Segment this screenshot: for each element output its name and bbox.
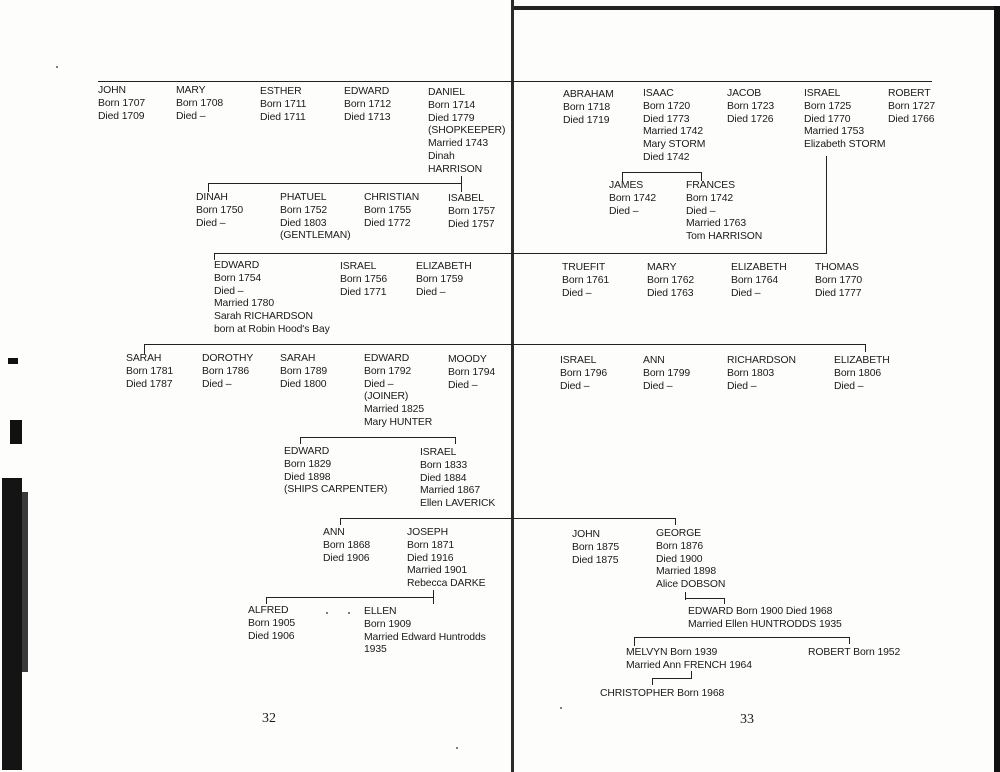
person-phatuel-1752 bbox=[280, 192, 350, 243]
person-detail-line: Born 1796 bbox=[560, 367, 608, 379]
connector bbox=[214, 253, 215, 260]
person-detail-line: Died – bbox=[686, 205, 716, 217]
person-detail-line: Died 1906 bbox=[248, 630, 295, 642]
person-dinah-1750 bbox=[196, 192, 243, 230]
person-detail-line: Died 1766 bbox=[888, 113, 935, 125]
person-detail-line: Died 1803 bbox=[280, 217, 327, 229]
scan-edge-right bbox=[994, 6, 1000, 772]
person-name: JOSEPH bbox=[407, 527, 448, 538]
person-elizabeth-1759 bbox=[416, 261, 472, 299]
person-detail-line: Born 1803 bbox=[727, 367, 775, 379]
person-name: DINAH bbox=[196, 192, 228, 203]
person-detail-line: Died – bbox=[727, 380, 757, 392]
person-name: JOHN bbox=[572, 529, 600, 540]
person-detail-line: Married Ellen HUNTRODDS 1935 bbox=[688, 618, 842, 630]
person-name: ISRAEL bbox=[340, 261, 377, 272]
connector bbox=[461, 176, 462, 192]
person-edward-1754 bbox=[214, 260, 330, 337]
scan-smudge bbox=[8, 358, 18, 364]
person-detail-line: Died 1772 bbox=[364, 217, 411, 229]
person-sarah-1781 bbox=[126, 353, 173, 391]
person-detail-line: Married Ann FRENCH 1964 bbox=[626, 659, 752, 671]
connector bbox=[340, 518, 341, 525]
person-name: ISRAEL bbox=[560, 355, 597, 366]
israel-1833-children-line bbox=[340, 518, 676, 519]
person-detail-line: Married 1901 bbox=[407, 565, 468, 577]
scan-speck bbox=[326, 612, 328, 614]
person-frances-1742 bbox=[686, 180, 762, 244]
person-detail-line: Died 1757 bbox=[448, 218, 495, 230]
person-esther-1711 bbox=[260, 86, 306, 124]
person-detail-line: Married 1743 bbox=[428, 138, 489, 150]
person-detail-line: Died – bbox=[202, 378, 232, 390]
person-name: MOODY bbox=[448, 354, 487, 365]
person-detail-line: Born 1909 bbox=[364, 618, 412, 630]
melvyn-children-line bbox=[652, 678, 692, 679]
person-detail-line: Born 1786 bbox=[202, 365, 250, 377]
person-detail-line: Born 1875 bbox=[572, 541, 620, 553]
person-truefit-1761 bbox=[562, 262, 609, 300]
person-detail-line: Born 1742 bbox=[609, 192, 657, 204]
person-detail-line: Born 1714 bbox=[428, 99, 476, 111]
person-detail-line: Mary HUNTER bbox=[364, 416, 433, 428]
person-detail-line: Born 1868 bbox=[323, 539, 371, 551]
person-israel-1796 bbox=[560, 355, 607, 393]
person-name: GEORGE bbox=[656, 528, 702, 539]
person-detail-line: Dinah bbox=[428, 150, 455, 162]
person-daniel-1714 bbox=[428, 87, 505, 177]
person-ellen-1909 bbox=[364, 606, 486, 657]
person-george-1876 bbox=[656, 528, 725, 592]
person-detail-line: Born 1720 bbox=[643, 100, 691, 112]
person-name: EDWARD bbox=[284, 446, 330, 457]
person-detail-line: Born 1718 bbox=[563, 101, 611, 113]
person-detail-line: Ellen LAVERICK bbox=[420, 498, 496, 510]
person-ann-1799 bbox=[643, 355, 690, 393]
person-detail-line: Died 1779 bbox=[428, 112, 475, 124]
person-israel-1725 bbox=[804, 88, 885, 152]
person-name: ISABEL bbox=[448, 193, 484, 204]
edward-1792-children-line bbox=[300, 437, 456, 438]
connector bbox=[865, 344, 866, 352]
person-name: PHATUEL bbox=[280, 192, 327, 203]
scan-smudge bbox=[22, 492, 28, 672]
person-detail-line: Died – bbox=[562, 287, 592, 299]
person-detail-line: Born 1754 bbox=[214, 272, 262, 284]
person-name: MARY bbox=[176, 85, 206, 96]
person-dorothy-1786 bbox=[202, 353, 253, 391]
person-sarah-1789 bbox=[280, 353, 327, 391]
person-abraham-1718 bbox=[563, 89, 614, 127]
person-name: JOHN bbox=[98, 85, 126, 96]
person-name: EDWARD bbox=[344, 86, 390, 97]
person-detail-line: Died – bbox=[731, 287, 761, 299]
person-detail-line: Married 1753 bbox=[804, 126, 865, 138]
person-detail-line: Died 1916 bbox=[407, 552, 454, 564]
person-name: ISAAC bbox=[643, 88, 674, 99]
person-mary-1708 bbox=[176, 85, 223, 123]
joseph-children-line bbox=[266, 597, 434, 598]
person-name: EDWARD bbox=[214, 260, 260, 271]
connector bbox=[208, 183, 209, 192]
person-name: ABRAHAM bbox=[563, 89, 614, 100]
person-edward-1792 bbox=[364, 353, 432, 430]
person-name: THOMAS bbox=[815, 262, 859, 273]
edward-1754-children-line bbox=[144, 344, 866, 345]
scan-speck bbox=[560, 707, 562, 709]
person-moody-1794 bbox=[448, 354, 495, 392]
person-thomas-1770 bbox=[815, 262, 862, 300]
person-detail-line: HARRISON bbox=[428, 163, 483, 175]
person-detail-line: Born 1708 bbox=[176, 97, 224, 109]
person-detail-line: Born 1759 bbox=[416, 273, 464, 285]
person-name: EDWARD Born 1900 Died 1968 bbox=[688, 606, 833, 617]
scan-speck bbox=[56, 66, 58, 68]
person-israel-1833 bbox=[420, 447, 495, 511]
person-detail-line: Married 1825 bbox=[364, 404, 425, 416]
person-robert-1727 bbox=[888, 88, 935, 126]
person-mary-1762 bbox=[647, 262, 694, 300]
person-detail-line: Born 1905 bbox=[248, 617, 296, 629]
person-detail-line: Died 1711 bbox=[260, 111, 306, 123]
connector bbox=[675, 518, 676, 525]
connector bbox=[652, 678, 653, 685]
person-detail-line: born at Robin Hood's Bay bbox=[214, 323, 330, 335]
person-name: FRANCES bbox=[686, 180, 735, 191]
daniel-children-line bbox=[208, 183, 462, 184]
person-richardson-1803 bbox=[727, 355, 796, 393]
person-name: DANIEL bbox=[428, 87, 465, 98]
person-detail-line: Died – bbox=[416, 286, 446, 298]
person-name: TRUEFIT bbox=[562, 262, 606, 273]
person-detail-line: Died 1777 bbox=[815, 287, 862, 299]
person-detail-line: Died 1713 bbox=[344, 111, 391, 123]
person-name: RICHARDSON bbox=[727, 355, 796, 366]
person-detail-line: Born 1806 bbox=[834, 367, 882, 379]
person-elizabeth-1764 bbox=[731, 262, 787, 300]
person-detail-line: Died 1719 bbox=[563, 114, 610, 126]
person-detail-line: Born 1871 bbox=[407, 539, 455, 551]
person-name: JAMES bbox=[609, 180, 644, 191]
person-detail-line: Born 1755 bbox=[364, 204, 412, 216]
person-detail-line: Died 1726 bbox=[727, 113, 774, 125]
person-name: ISRAEL bbox=[804, 88, 841, 99]
person-christopher-1968 bbox=[600, 688, 724, 701]
person-jacob-1723 bbox=[727, 88, 774, 126]
person-detail-line: Died – bbox=[609, 205, 639, 217]
person-detail-line: Died 1875 bbox=[572, 554, 619, 566]
person-detail-line: Born 1727 bbox=[888, 100, 936, 112]
person-detail-line: Born 1757 bbox=[448, 205, 496, 217]
person-name: JACOB bbox=[727, 88, 762, 99]
person-name: ROBERT Born 1952 bbox=[808, 647, 901, 658]
connector bbox=[266, 597, 267, 604]
person-detail-line: Born 1756 bbox=[340, 273, 388, 285]
isaac-children-line bbox=[622, 172, 702, 173]
page-number-left: 32 bbox=[262, 711, 276, 726]
person-elizabeth-1806 bbox=[834, 355, 890, 393]
connector bbox=[455, 437, 456, 444]
person-detail-line: Alice DOBSON bbox=[656, 579, 726, 591]
person-detail-line: 1935 bbox=[364, 644, 387, 656]
person-detail-line: Died 1787 bbox=[126, 378, 173, 390]
person-detail-line: Born 1742 bbox=[686, 192, 734, 204]
edward-1900-children-line bbox=[634, 637, 850, 638]
person-detail-line: Died 1900 bbox=[656, 553, 703, 565]
person-detail-line: Died 1763 bbox=[647, 287, 694, 299]
person-detail-line: Died – bbox=[643, 380, 673, 392]
person-christian-1755 bbox=[364, 192, 419, 230]
page-number-right: 33 bbox=[740, 712, 754, 727]
person-name: ELLEN bbox=[364, 606, 397, 617]
person-detail-line: Died – bbox=[560, 380, 590, 392]
connector bbox=[724, 598, 725, 604]
person-james-1742 bbox=[609, 180, 656, 218]
person-edward-1829 bbox=[284, 446, 387, 497]
person-detail-line: Born 1711 bbox=[260, 98, 307, 110]
person-name: EDWARD bbox=[364, 353, 410, 364]
person-detail-line: Born 1829 bbox=[284, 458, 332, 470]
person-detail-line: Born 1752 bbox=[280, 204, 328, 216]
person-detail-line: Died – bbox=[364, 378, 394, 390]
person-detail-line: (GENTLEMAN) bbox=[280, 230, 351, 242]
person-alfred-1905 bbox=[248, 605, 295, 643]
person-detail-line: Sarah RICHARDSON bbox=[214, 311, 313, 323]
connector bbox=[849, 637, 850, 644]
person-detail-line: Born 1792 bbox=[364, 365, 412, 377]
george-children-line bbox=[685, 598, 725, 599]
person-isabel-1757 bbox=[448, 193, 495, 231]
person-name: ISRAEL bbox=[420, 447, 457, 458]
connector bbox=[685, 592, 686, 600]
person-detail-line: Died 1770 bbox=[804, 113, 851, 125]
person-detail-line: Born 1764 bbox=[731, 274, 779, 286]
person-detail-line: Died – bbox=[214, 285, 244, 297]
generation-3-line bbox=[214, 253, 826, 254]
person-name: ELIZABETH bbox=[834, 355, 890, 366]
person-joseph-1871 bbox=[407, 527, 485, 591]
person-detail-line: Married 1867 bbox=[420, 485, 481, 497]
person-name: DOROTHY bbox=[202, 353, 254, 364]
person-name: ANN bbox=[323, 527, 345, 538]
person-detail-line: Born 1723 bbox=[727, 100, 775, 112]
person-detail-line: (SHOPKEEPER) bbox=[428, 125, 506, 137]
person-detail-line: Died – bbox=[176, 110, 206, 122]
person-detail-line: Died – bbox=[448, 379, 478, 391]
person-john-1707 bbox=[98, 85, 145, 123]
person-detail-line: Died – bbox=[834, 380, 864, 392]
connector bbox=[300, 437, 301, 444]
person-detail-line: Born 1725 bbox=[804, 100, 852, 112]
person-israel-1756 bbox=[340, 261, 387, 299]
person-detail-line: Born 1781 bbox=[126, 365, 174, 377]
person-detail-line: (JOINER) bbox=[364, 391, 409, 403]
person-detail-line: Elizabeth STORM bbox=[804, 139, 886, 151]
person-detail-line: Married 1742 bbox=[643, 126, 704, 138]
person-detail-line: Died 1709 bbox=[98, 110, 145, 122]
person-melvyn-1939 bbox=[626, 647, 752, 673]
person-name: ALFRED bbox=[248, 605, 289, 616]
person-detail-line: Died 1906 bbox=[323, 552, 370, 564]
person-name: MELVYN Born 1939 bbox=[626, 647, 718, 658]
person-detail-line: Married Edward Huntrodds bbox=[364, 631, 486, 643]
person-name: SARAH bbox=[280, 353, 316, 364]
person-detail-line: Died – bbox=[196, 217, 226, 229]
person-detail-line: Married 1898 bbox=[656, 566, 717, 578]
person-name: ELIZABETH bbox=[416, 261, 472, 272]
scan-smudge bbox=[2, 478, 22, 770]
scan-edge-top bbox=[514, 6, 1000, 10]
person-name: SARAH bbox=[126, 353, 162, 364]
person-detail-line: Died 1800 bbox=[280, 378, 327, 390]
connector bbox=[433, 590, 434, 604]
person-detail-line: Born 1789 bbox=[280, 365, 328, 377]
person-name: ESTHER bbox=[260, 86, 302, 97]
person-detail-line: Married 1780 bbox=[214, 298, 275, 310]
person-name: ROBERT bbox=[888, 88, 931, 99]
israel-descent-line bbox=[826, 156, 827, 254]
person-isaac-1720 bbox=[643, 88, 705, 165]
scan-speck bbox=[348, 612, 350, 614]
person-name: MARY bbox=[647, 262, 677, 273]
person-name: ELIZABETH bbox=[731, 262, 787, 273]
person-detail-line: Rebecca DARKE bbox=[407, 578, 486, 590]
person-detail-line: Born 1762 bbox=[647, 274, 695, 286]
person-detail-line: Born 1761 bbox=[562, 274, 610, 286]
person-detail-line: Born 1799 bbox=[643, 367, 691, 379]
person-detail-line: Born 1833 bbox=[420, 459, 468, 471]
person-detail-line: Born 1794 bbox=[448, 366, 496, 378]
person-detail-line: Died 1742 bbox=[643, 151, 690, 163]
person-name: CHRISTIAN bbox=[364, 192, 420, 203]
person-detail-line: Born 1876 bbox=[656, 540, 704, 552]
person-detail-line: Died 1773 bbox=[643, 113, 690, 125]
person-detail-line: Died 1898 bbox=[284, 471, 331, 483]
person-detail-line: Born 1707 bbox=[98, 97, 146, 109]
person-detail-line: (SHIPS CARPENTER) bbox=[284, 484, 388, 496]
person-john-1875 bbox=[572, 529, 619, 567]
person-detail-line: Mary STORM bbox=[643, 139, 706, 151]
scan-smudge bbox=[10, 420, 22, 444]
person-name: ANN bbox=[643, 355, 665, 366]
generation-1-line bbox=[98, 81, 932, 82]
book-spine bbox=[511, 0, 514, 772]
person-detail-line: Tom HARRISON bbox=[686, 231, 763, 243]
person-detail-line: Born 1770 bbox=[815, 274, 863, 286]
person-edward-1900 bbox=[688, 606, 842, 632]
person-name: CHRISTOPHER Born 1968 bbox=[600, 688, 725, 699]
person-detail-line: Born 1712 bbox=[344, 98, 392, 110]
person-edward-1712 bbox=[344, 86, 391, 124]
scan-speck bbox=[456, 747, 458, 749]
person-detail-line: Married 1763 bbox=[686, 218, 747, 230]
person-detail-line: Died 1884 bbox=[420, 472, 467, 484]
connector bbox=[634, 637, 635, 646]
person-detail-line: Died 1771 bbox=[340, 286, 387, 298]
person-ann-1868 bbox=[323, 527, 370, 565]
person-robert-1952 bbox=[808, 647, 900, 660]
person-detail-line: Born 1750 bbox=[196, 204, 244, 216]
